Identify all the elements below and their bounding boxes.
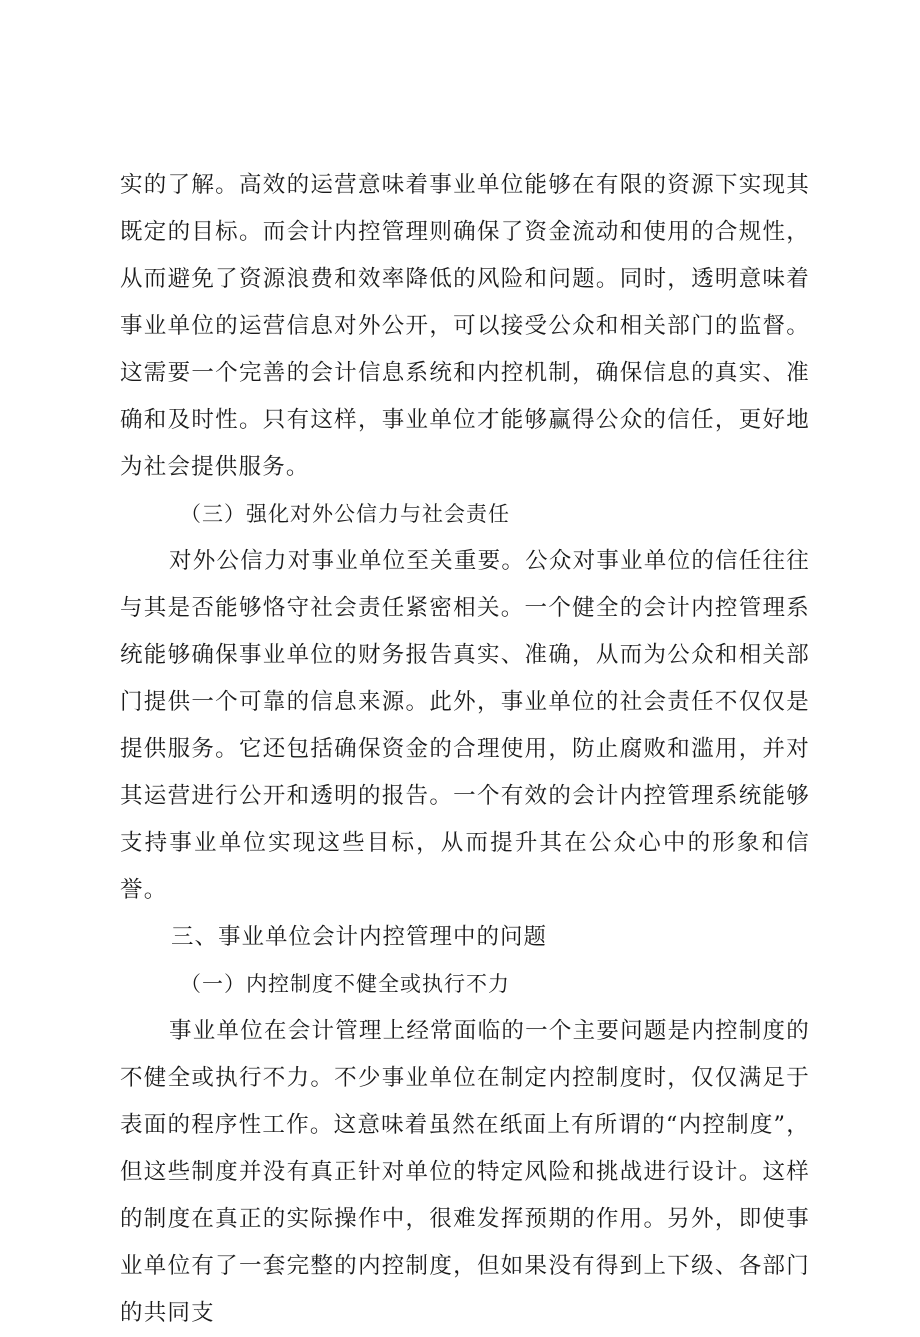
body-paragraph-internal-control-system: 事业单位在会计管理上经常面临的一个主要问题是内控制度的不健全或执行不力。不少事业单位在制定内控制度时，仅仅满足于表面的程序性工作。这意味着虽然在纸面上有所谓的“内控制度”，但这些制度并没有真正针对单位的特定风险和挑战进行设计。这样的制度在真正的实际操作中，很难发挥预期的作用。另外，即使事业单位有了一套完整的内控制度，但如果没有得到上下级、各部门的共同支: [120, 1018, 810, 1326]
document-body: [120, 162, 810, 1337]
body-paragraph-continuation: 实的了解。高效的运营意味着事业单位能够在有限的资源下实现其既定的目标。而会计内控管理则确保了资金流动和使用的合规性，从而避免了资源浪费和效率降低的风险和问题。同时，透明意味着事业单位的运营信息对外公开，可以接受公众和相关部门的监督。这需要一个完善的会计信息系统和内控机制，确保信息的真实、准确和及时性。只有这样，事业单位才能够赢得公众的信任，更好地为社会提供服务。: [120, 172, 810, 480]
subheading-public-credibility: （三）强化对外公信力与社会责任: [180, 502, 510, 526]
body-paragraph-public-credibility: 对外公信力对事业单位至关重要。公众对事业单位的信任往往与其是否能够恪守社会责任紧密相关。一个健全的会计内控管理系统能够确保事业单位的财务报告真实、准确，从而为公众和相关部门提供一个可靠的信息来源。此外，事业单位的社会责任不仅仅是提供服务。它还包括确保资金的合理使用，防止腐败和滥用，并对其运营进行公开和透明的报告。一个有效的会计内控管理系统能够支持事业单位实现这些目标，从而提升其在公众心中的形象和信誉。: [120, 548, 810, 903]
section-heading-problems: 三、事业单位会计内控管理中的问题: [171, 924, 548, 950]
subheading-internal-control-system: （一）内控制度不健全或执行不力: [180, 972, 510, 996]
